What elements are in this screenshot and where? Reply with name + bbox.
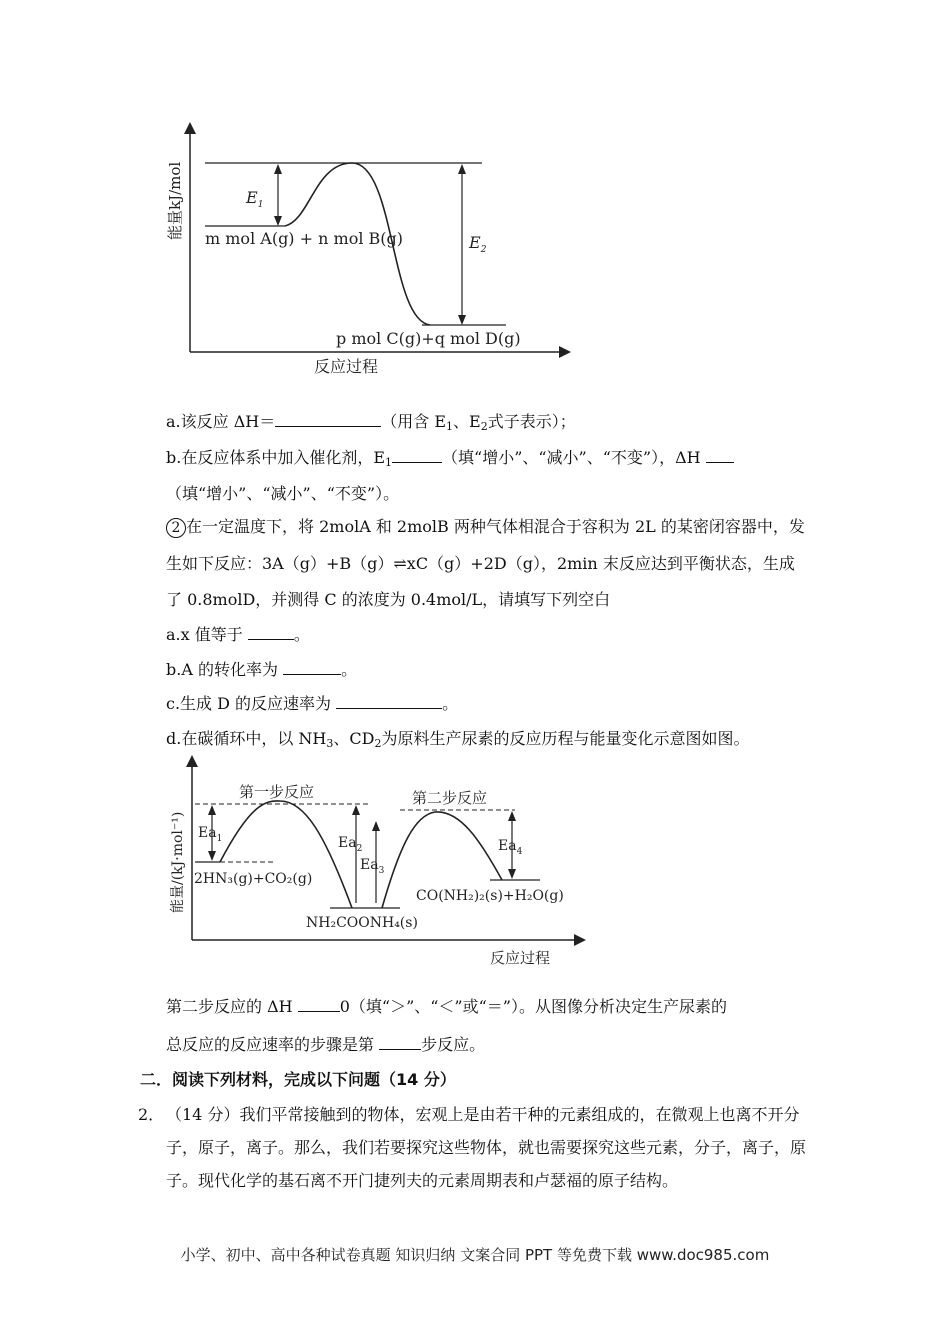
question-2-line2: 生如下反应：3A（g）+B（g）⇌xC（g）+2D（g），2min 末反应达到平衡状态，生成: [166, 554, 795, 573]
step2-label: 第二步反应: [412, 789, 488, 807]
question-b: b.在反应体系中加入催化剂，$E_1$ （填“增小”、“减小”、“不变”），ΔH: [166, 446, 734, 474]
answer-blank[interactable]: [283, 658, 341, 675]
answer-blank[interactable]: [248, 623, 294, 640]
energy-diagram-1: [160, 120, 580, 385]
question-step-line1: 第二步反应的 ΔH 0（填“＞”、“＜”或“＝”）。从图像分析决定生产尿素的: [166, 997, 727, 1016]
step1-label: 第一步反应: [239, 783, 315, 801]
question-2-line1: 2 在一定温度下，将 2molA 和 2molB 两种气体相混合于容积为 2L 的某密闭容器中，发: [166, 516, 805, 538]
e1-label: $E_1$: [246, 188, 264, 210]
page-footer: 小学、初中、高中各种试卷真题 知识归纳 文案合同 PPT 等免费下载 www.doc985.com: [180, 1246, 770, 1264]
question-step-line2: 总反应的反应速率的步骤是第 步反应。: [166, 1035, 486, 1054]
answer-blank[interactable]: [336, 692, 442, 709]
step1-curve: [220, 801, 352, 908]
circled-number: 2: [166, 518, 186, 538]
reactants-label: 2HN₃(g)+CO₂(g): [194, 871, 313, 887]
answer-blank[interactable]: [706, 446, 734, 463]
ea3-label: $Ea_3$: [360, 857, 385, 876]
question-2a: a.x 值等于 。: [166, 625, 310, 644]
section-heading: 二．阅读下列材料，完成以下问题（14 分）: [140, 1070, 456, 1089]
intermediate-label: NH₂COONH₄(s): [306, 915, 418, 931]
x-axis-label: 反应过程: [314, 357, 379, 376]
question-a: a.该反应 ΔH＝ （用含 $E_1$、$E_2$式子表示）；: [166, 412, 576, 433]
reading-paragraph: [138, 1098, 818, 1197]
energy-diagram-2: [160, 755, 590, 973]
paragraph-text: （14 分）我们平常接触到的物体，宏观上是由若干种的元素组成的，在微观上也离不开分子，原子，离子。那么，我们若要探究这些物体，就也需要探究这些元素，分子，离子，原子。现代化学的基石离不开门捷列夫的元素周期表和卢瑟福的原子结构。: [166, 1105, 807, 1190]
products-label: p mol C(g)+q mol D(g): [336, 329, 521, 348]
ea2-label: $Ea_2$: [338, 835, 363, 854]
ea1-label: $Ea_1$: [198, 825, 223, 844]
reactants-label: m mol A(g) + n mol B(g): [205, 229, 404, 248]
answer-blank[interactable]: [298, 995, 340, 1012]
question-2c: c.生成 D 的反应速率为 。: [166, 694, 459, 713]
question-2b: b.A 的转化率为 。: [166, 660, 358, 679]
e2-label: $E_2$: [469, 233, 487, 255]
y-axis-label: 能量kJ/mol: [166, 161, 184, 240]
answer-blank[interactable]: [392, 446, 442, 463]
y-axis-label: 能量/(kJ·mol⁻¹): [170, 811, 186, 913]
x-axis-label: 反应过程: [490, 949, 551, 967]
question-number: 2．: [138, 1105, 165, 1124]
products-label: CO(NH₂)₂(s)+H₂O(g): [416, 888, 564, 904]
answer-blank[interactable]: [379, 1033, 421, 1050]
question-b-line2: （填“增小”、“减小”、“不变”）。: [166, 484, 400, 503]
question-2-line3: 了 0.8molD，并测得 C 的浓度为 0.4mol/L，请填写下列空白: [166, 590, 611, 609]
question-2d: d.在碳循环中，以 $NH_3$、$CD_2$为原料生产尿素的反应历程与能量变化示意图如图。: [166, 729, 750, 750]
answer-blank[interactable]: [275, 410, 381, 427]
ea4-label: $Ea_4$: [498, 838, 523, 857]
